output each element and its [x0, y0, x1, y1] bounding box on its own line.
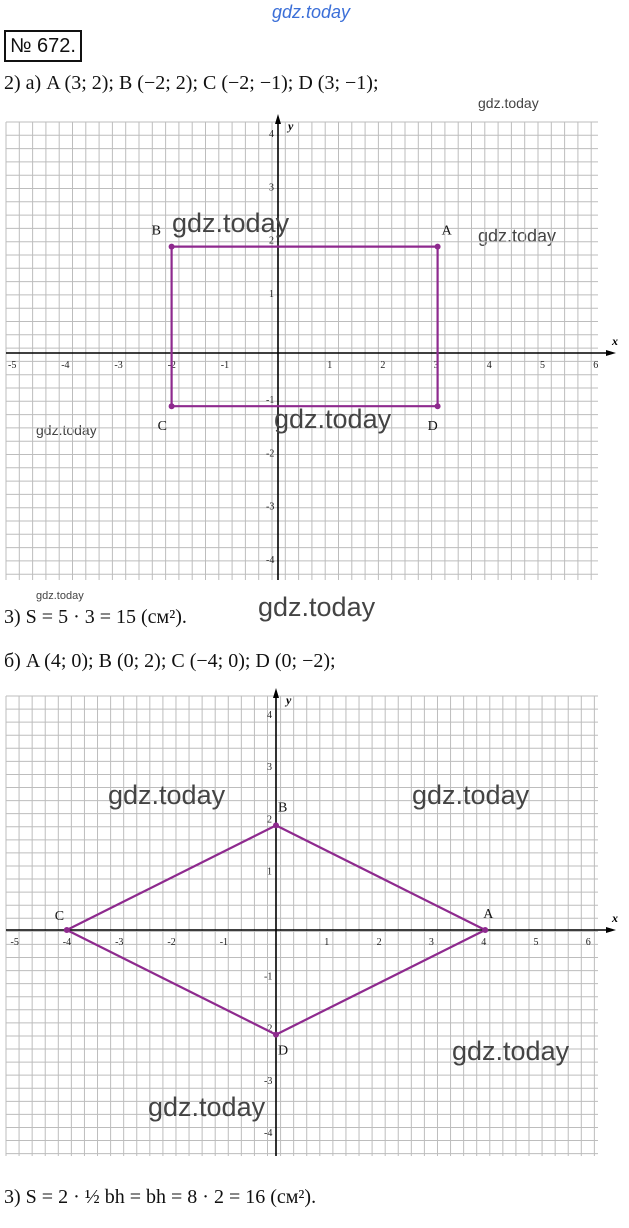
y-tick-label: -3 — [264, 1075, 273, 1087]
x-tick-label: -2 — [167, 937, 176, 948]
y-tick-label: -2 — [264, 1023, 273, 1035]
watermark: gdz.today — [108, 780, 226, 810]
y-axis-label: y — [286, 693, 292, 707]
x-tick-label: 4 — [486, 360, 492, 371]
graph-b — [0, 688, 629, 1158]
x-tick-label: -4 — [61, 360, 70, 371]
x-tick-label: 4 — [481, 937, 487, 948]
x-tick-label: 3 — [428, 937, 434, 948]
watermark: gdz.today — [274, 404, 392, 434]
x-axis-label: x — [612, 334, 618, 348]
x-tick-label: 6 — [585, 937, 591, 948]
y-tick-label: -2 — [266, 448, 275, 460]
y-tick-label: 1 — [267, 866, 272, 878]
x-axis-arrow — [606, 350, 616, 356]
x-tick-label: -5 — [8, 360, 17, 371]
y-tick-label: -4 — [264, 1128, 273, 1140]
x-tick-label: -3 — [115, 937, 124, 948]
y-tick-label: -3 — [266, 501, 275, 513]
x-tick-label: 5 — [533, 937, 539, 948]
y-tick-label: 2 — [267, 814, 272, 826]
point-label-a: A — [441, 223, 452, 239]
y-tick-label: -4 — [266, 554, 275, 566]
x-tick-label: 2 — [380, 360, 386, 371]
x-tick-label: 6 — [593, 360, 599, 371]
point-label-c: C — [54, 909, 65, 924]
point-label-b: B — [151, 223, 161, 239]
x-tick-label: -5 — [10, 937, 19, 948]
vertex-point — [169, 403, 175, 409]
part-b-points-line: б) A (4; 0); B (0; 2); C (−4; 0); D (0; −2); — [4, 650, 336, 672]
x-tick-label: -1 — [219, 937, 229, 948]
y-tick-label: -1 — [266, 395, 275, 407]
point-label-b: B — [278, 800, 288, 816]
y-tick-label: -1 — [264, 971, 273, 983]
part-a-area-line: 3) S = 5 · 3 = 15 (см²). — [4, 606, 187, 628]
task-number: № 672. — [4, 30, 82, 62]
vertex-point — [273, 1032, 279, 1038]
y-tick-label: 4 — [267, 709, 272, 721]
watermark: gdz.today — [478, 95, 539, 111]
x-tick-label: -2 — [167, 360, 176, 371]
x-tick-label: 1 — [327, 360, 333, 371]
watermark: gdz.today — [478, 226, 557, 246]
watermark-top: gdz.today — [272, 2, 351, 22]
watermark: gdz.today — [36, 422, 97, 438]
graph-a — [0, 110, 629, 585]
watermark: gdz.today — [412, 780, 530, 810]
y-axis-arrow — [273, 688, 279, 698]
y-tick-label: 4 — [269, 129, 274, 141]
y-tick-label: 3 — [269, 182, 274, 194]
vertex-point — [169, 244, 175, 250]
graph-b-grid — [6, 696, 598, 1156]
x-tick-label: 5 — [540, 360, 545, 371]
y-tick-label: 2 — [269, 235, 274, 247]
x-axis-arrow — [606, 927, 616, 933]
x-tick-label: 3 — [433, 360, 439, 371]
x-tick-label: -1 — [220, 360, 230, 371]
vertex-point — [64, 927, 70, 933]
x-tick-label: -3 — [114, 360, 123, 371]
watermark: gdz.today — [172, 208, 290, 238]
point-label-c: C — [157, 419, 167, 435]
point-label-d: D — [278, 1043, 289, 1059]
y-axis-arrow — [275, 114, 281, 124]
y-tick-label: 1 — [269, 288, 274, 300]
vertex-point — [273, 822, 279, 828]
graph-a-grid — [6, 122, 598, 580]
x-tick-label: -4 — [62, 937, 72, 948]
y-axis-label: y — [288, 119, 294, 133]
point-label-a: A — [483, 907, 494, 922]
y-tick-label: 3 — [267, 762, 272, 774]
x-tick-label: 1 — [324, 937, 330, 948]
part-b-area-line: 3) S = 2 · ½ bh = bh = 8 · 2 = 16 (см²). — [4, 1186, 317, 1208]
watermark: gdz.today — [148, 1092, 266, 1122]
x-axis-label: x — [612, 911, 618, 925]
part-a-points-line: 2) а) A (3; 2); B (−2; 2); C (−2; −1); D (3; −1); — [4, 72, 379, 94]
watermark: gdz.today — [258, 592, 376, 622]
graph-a-tick-labels — [8, 129, 598, 566]
point-label-d: D — [427, 419, 438, 435]
watermark: gdz.today — [36, 590, 84, 602]
vertex-point — [482, 927, 488, 933]
watermark: gdz.today — [452, 1036, 570, 1066]
shape-outline — [172, 247, 438, 407]
vertex-point — [435, 403, 441, 409]
x-tick-label: 2 — [376, 937, 382, 948]
vertex-point — [435, 244, 441, 250]
